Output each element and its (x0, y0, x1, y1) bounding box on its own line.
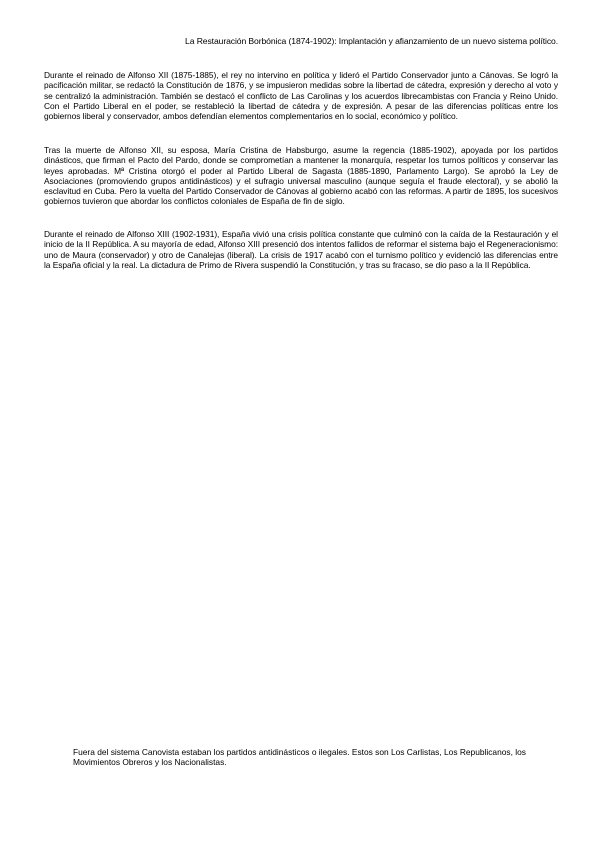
document-header-title: La Restauración Borbónica (1874-1902): Implantación y afianzamiento de un nuevo sistema político. (185, 36, 558, 46)
paragraph-alfonso-xiii: Durante el reinado de Alfonso XIII (1902-1931), España vivió una crisis política constante que culminó con la caída de la Restauración y el inicio de la II República. A su mayoría de edad, Alfonso XIII presenció dos intentos fallidos de reformar el sistema bajo el Regeneracionismo: uno de Maura (conservador) y otro de Canalejas (liberal). La crisis de 1917 acabó con el turnismo político y evidenció las diferencias entre la España oficial y la real. La dictadura de Primo de Rivera suspendió la Constitución, y tras su fracaso, se dio paso a la II República. (44, 229, 558, 270)
paragraph-alfonso-xii: Durante el reinado de Alfonso XII (1875-1885), el rey no intervino en política y lideró el Partido Conservador junto a Cánovas. Se logró la pacificación militar, se redactó la Constitución de 1876, y se impusieron medidas sobre la libertad de cátedra, expresión y derecho al voto y se centralizó la administración. También se destacó el conflicto de Las Carolinas y los acuerdos librecambistas con Francia y Reino Unido. Con el Partido Liberal en el poder, se restableció la libertad de cátedra y de expresión. A pesar de las diferencias políticas entre los gobiernos liberal y conservador, ambos defendían elementos complementarios en lo social, económico y político. (44, 70, 558, 122)
footer-note: Fuera del sistema Canovista estaban los partidos antidinásticos o ilegales. Estos son Los Carlistas, Los Republicanos, los Movimientos Obreros y los Nacionalistas. (73, 747, 526, 768)
paragraph-regencia-maria-cristina: Tras la muerte de Alfonso XII, su esposa, María Cristina de Habsburgo, asume la regencia (1885-1902), apoyada por los partidos dinásticos, que firman el Pacto del Pardo, donde se comprometían a mantener la monarquía, respetar los turnos políticos y conservar las leyes aprobadas. Mª Cristina otorgó el poder al Partido Liberal de Sagasta (1885-1890, Parlamento Largo). Se aprobó la Ley de Asociaciones (promoviendo grupos antidinásticos) y el sufragio universal masculino (aunque seguía el fraude electoral), y se abolió la esclavitud en Cuba. Pero la vuelta del Partido Conservador de Cánovas al gobierno acabó con las reformas. A partir de 1895, los sucesivos gobiernos tuvieron que abordar los conflictos coloniales de España de fin de siglo. (44, 145, 558, 207)
